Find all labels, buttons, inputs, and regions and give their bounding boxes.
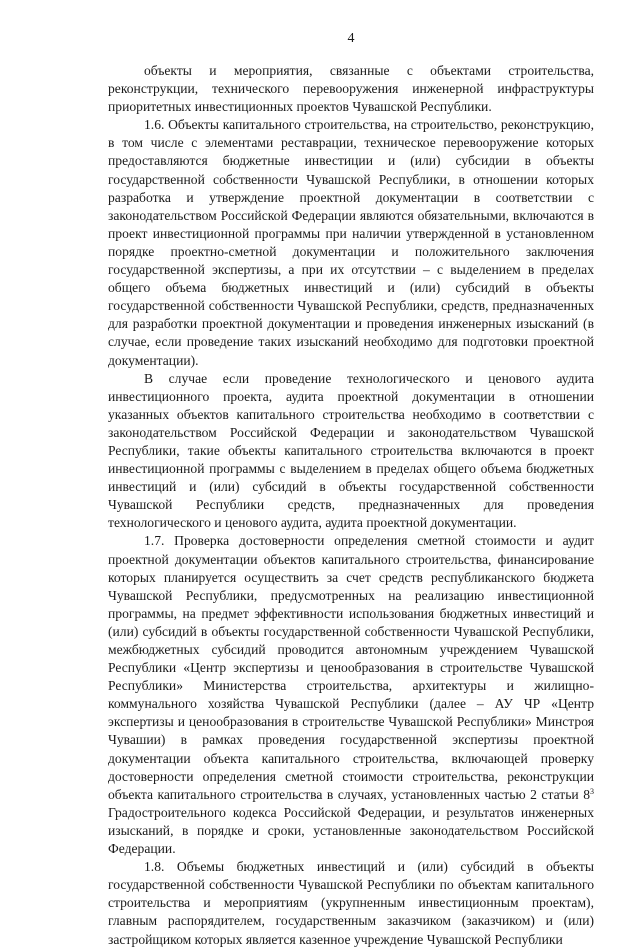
paragraph-1-7-text: 1.7. Проверка достоверности определения сметной стоимости и аудит проектной документации объектов капитального строительства, финансирование которых планируется осуществить за счет средств республиканского бюджета Чувашской Республики, предусмотренных на реализацию инвестиционной программы, на предмет эффективности использования бюджетных инвестиций и (или) субсидий в объекты государственной собственности Чувашской Республики, межбюджетных субсидий проводится автономным учреждением Чувашской Республики «Центр экспертизы и ценообразования в строительстве Чувашской Республики» Министерства строительства, архитектуры и жилищно-коммунального хозяйства Чувашской Республики (далее – АУ ЧР «Центр экспертизы и ценообразования в строительстве Чувашской Республики» Минстроя Чувашии) в рамках проведения государственной экспертизы проектной документации объекта капитального строительства, включающей проверку достоверности определения сметной стоимости строительства, реконструкции объекта капитального строительства в случаях, установленных частью 2 статьи 8: [108, 533, 594, 802]
article-superscript: 3: [590, 786, 594, 796]
paragraph-1-7-tail: Градостроительного кодекса Российской Федерации, и результатов инженерных изысканий, в порядке и сроки, установленные законодательством Российской Федерации.: [108, 804, 594, 857]
document-page: [108, 30, 594, 949]
paragraph-1-6: 1.6. Объекты капитального строительства, на строительство, реконструкцию, в том числе с элементами реставрации, техническое перевооружение которых предоставляются бюджетные инвестиции и (или) субсидии в объекты государственной собственности Чувашской Республики, в отношении которых разработка и утверждение проектной документации в соответствии с законодательством Российской Федерации являются обязательными, включаются в проект инвестиционной программы при наличии утвержденной в установленном порядке проектно-сметной документации и положительного заключения государственной экспертизы, а при их отсутствии – с выделением в пределах общего объема бюджетных инвестиций и (или) субсидий в объекты государственной собственности Чувашской Республики, средств, предназначенных для разработки проектной документации и проведения инженерных изысканий (в случае, если проведение таких изысканий необходимо для подготовки проектной документации).: [108, 117, 594, 368]
paragraph-1-7: [108, 532, 594, 858]
page-number: 4: [347, 31, 355, 46]
paragraph-1-8: 1.8. Объемы бюджетных инвестиций и (или) субсидий в объекты государственной собственности Чувашской Республики по объектам капитального строительства и мероприятиям (укрупненным инвестиционным проектам), главным распорядителем, государственным заказчиком (заказчиком) и (или) застройщиком которых является казенное учреждение Чувашской Республики: [108, 859, 594, 947]
paragraph-audit: В случае если проведение технологического и ценового аудита инвестиционного проекта, аудита проектной документации в отношении указанных объектов капитального строительства необходимо в соответствии с законодательством Российской Федерации и законодательством Чувашской Республики, такие объекты капитального строительства включаются в проект инвестиционной программы с выделением в пределах общего объема бюджетных инвестиций и (или) субсидий в объекты государственной собственности Чувашской Республики средств, предназначенных для проведения технологического и ценового аудита, аудита проектной документации.: [108, 370, 594, 531]
paragraph-continuation: объекты и мероприятия, связанные с объектами строительства, реконструкции, технического перевооружения инженерной инфраструктуры приоритетных инвестиционных проектов Чувашской Республики.: [108, 63, 594, 115]
